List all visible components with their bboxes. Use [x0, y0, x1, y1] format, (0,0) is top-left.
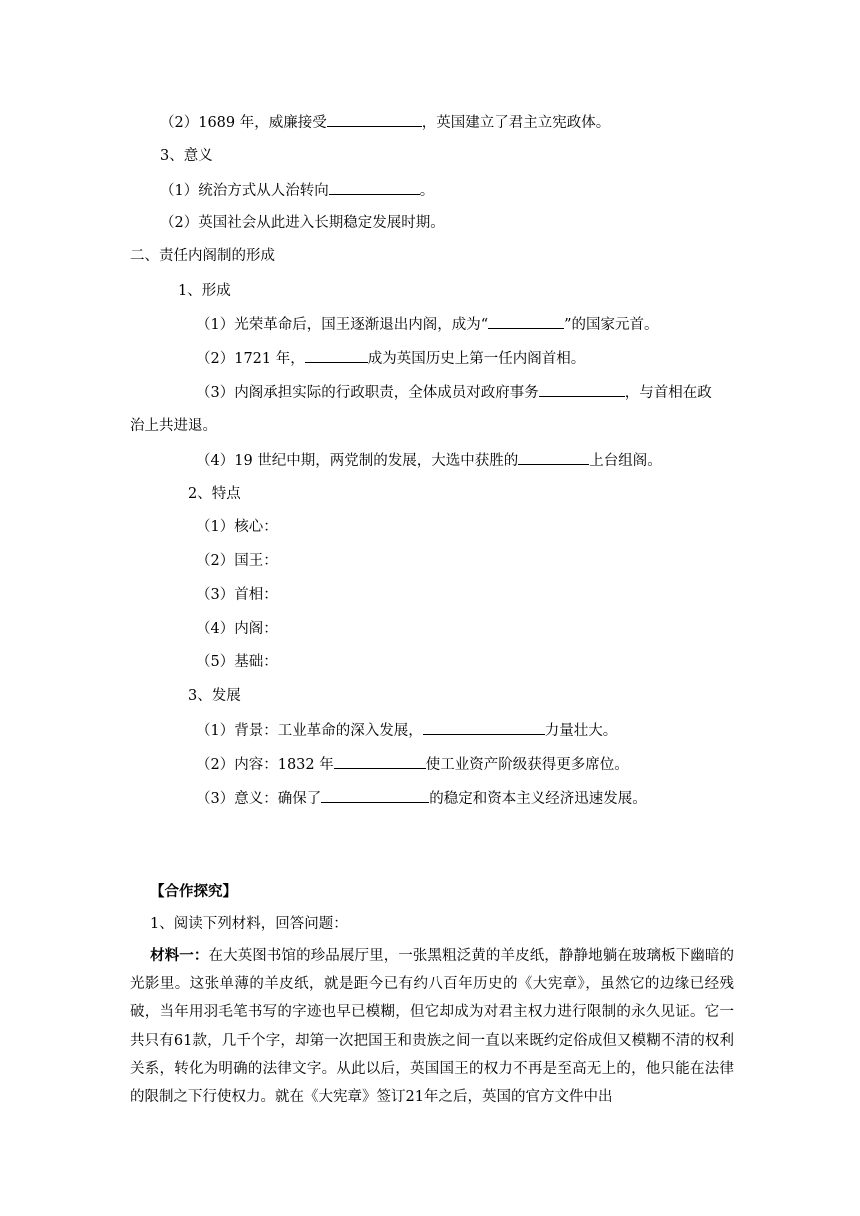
text-line	[196, 788, 647, 809]
text-line	[196, 720, 617, 741]
text-segment: （2）内容：1832 年	[196, 757, 334, 773]
text-line: （4）内阁：	[196, 621, 278, 637]
text-segment: 的稳定和资本主义经济迅速发展。	[429, 791, 647, 807]
text-line: （3）首相：	[196, 587, 278, 603]
subsection-heading: 3、意义	[160, 148, 213, 164]
subsection-heading: 3、发展	[188, 688, 241, 704]
text-segment: （1）统治方式从人治转向	[160, 183, 329, 199]
fill-blank	[334, 754, 426, 769]
text-line	[160, 180, 434, 201]
fill-blank	[305, 348, 368, 363]
text-segment: （1）背景：工业革命的深入发展，	[196, 723, 423, 739]
fill-blank	[329, 180, 420, 195]
material-paragraph	[130, 942, 734, 1111]
question-prompt: 1、阅读下列材料，回答问题：	[150, 916, 348, 932]
text-segment: 使工业资产阶级获得更多席位。	[425, 757, 629, 773]
text-segment: ，英国建立了君主立宪政体。	[421, 115, 611, 131]
material-body: 在大英图书馆的珍品展厅里，一张黑粗泛黄的羊皮纸，静静地躺在玻璃板下幽暗的光影里。这张单薄的羊皮纸，就是距今已有约八百年历史的《大宪章》，虽然它的边缘已经残破，当年用羽毛笔书写的字迹也早已模糊，但它却成为对君主权力进行限制的永久见证。它一共只有61款，几千个字，却第一次把国王和贵族之间一直以来既约定俗成但又模糊不清的权利关系，转化为明确的法律文字。从此以后，英国国王的权力不再是至高无上的，他只能在法律的限制之下行使权力。就在《大宪章》签订21年之后，英国的官方文件中出	[130, 948, 734, 1106]
text-line: （5）基础：	[196, 654, 278, 670]
fill-blank	[488, 314, 564, 329]
text-segment: （2）1721 年，	[196, 351, 305, 367]
text-segment: ”的国家元首。	[564, 317, 659, 333]
text-segment: （2）1689 年，威廉接受	[160, 115, 327, 131]
text-line	[196, 348, 585, 369]
section-heading: 二、责任内阁制的形成	[130, 248, 275, 264]
section-heading: 【合作探究】	[150, 883, 237, 900]
text-segment: （1）光荣革命后，国王逐渐退出内阁，成为“	[196, 317, 489, 333]
subsection-heading: 2、特点	[188, 486, 241, 502]
text-segment: （3）意义：确保了	[196, 791, 322, 807]
subsection-heading: 1、形成	[178, 283, 231, 299]
text-segment: 成为英国历史上第一任内阁首相。	[367, 351, 586, 367]
text-line	[160, 112, 610, 133]
text-line: （1）核心：	[196, 519, 278, 535]
text-segment: （4）19 世纪中期，两党制的发展，大选中获胜的	[196, 453, 519, 469]
text-line	[196, 754, 629, 775]
text-segment: 上台组阁。	[589, 453, 662, 469]
fill-blank	[327, 112, 422, 127]
fill-blank	[423, 720, 545, 735]
text-line: （2）英国社会从此进入长期稳定发展时期。	[160, 215, 445, 231]
fill-blank	[321, 788, 429, 803]
text-segment: 力量壮大。	[544, 723, 618, 739]
text-line: （2）国王：	[196, 553, 278, 569]
text-line	[196, 450, 662, 471]
material-label: 材料一：	[150, 947, 209, 964]
text-segment: 。	[419, 183, 435, 199]
text-line	[196, 382, 712, 403]
text-segment: （3）内阁承担实际的行政职责，全体成员对政府事务	[196, 385, 539, 401]
text-line	[196, 314, 659, 335]
fill-blank	[539, 382, 625, 397]
text-segment: ，与首相在政	[624, 385, 712, 401]
text-line: 治上共进退。	[130, 418, 217, 434]
fill-blank	[518, 450, 589, 465]
